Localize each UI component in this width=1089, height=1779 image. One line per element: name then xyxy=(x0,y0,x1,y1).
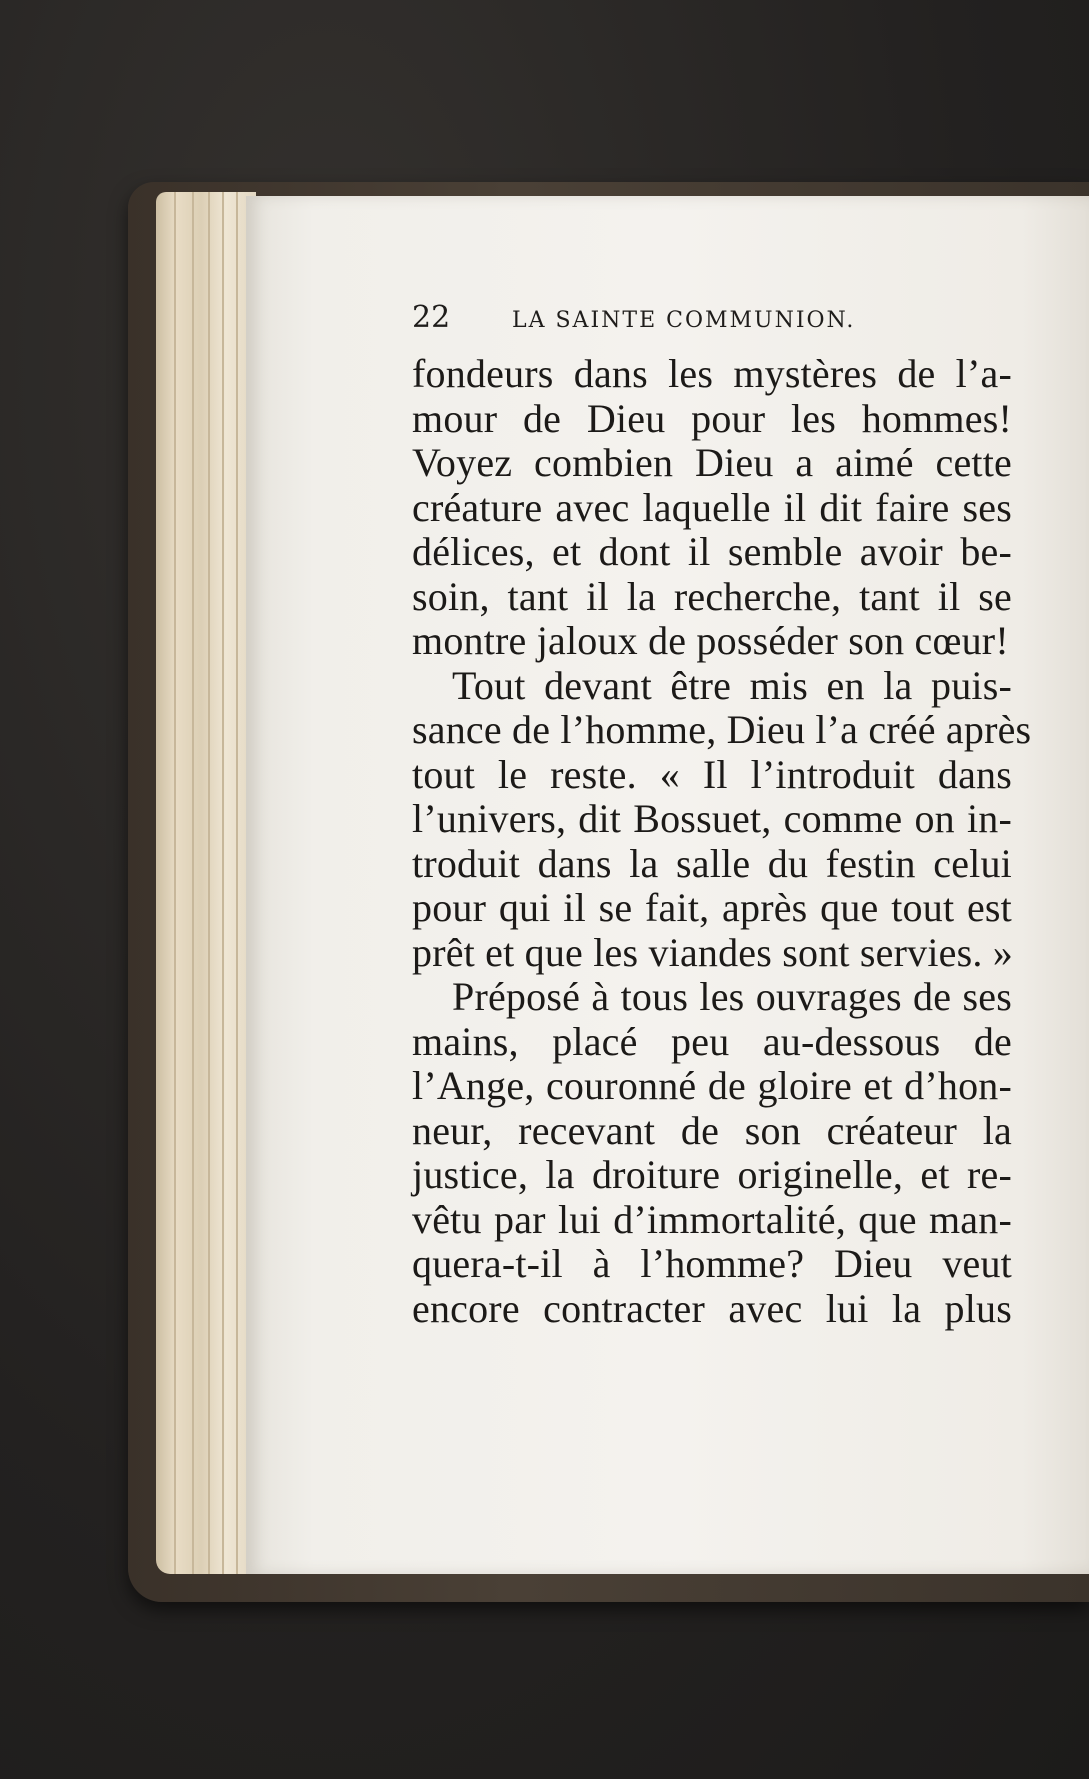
page-stack-edge xyxy=(156,192,256,1574)
text-line: vêtu par lui d’immortalité, que man- xyxy=(412,1196,1012,1242)
text-line: créature avec laquelle il dit faire ses xyxy=(412,484,1012,530)
body-text xyxy=(412,351,1032,1331)
text-line: pour qui il se fait, après que tout est xyxy=(412,885,1012,930)
text-line: encore contracter avec lui la plus xyxy=(412,1285,1012,1331)
text-line: l’univers, dit Bossuet, comme on in- xyxy=(412,796,1012,841)
text-line: soin, tant il la recherche, tant il se xyxy=(412,573,1012,619)
page-edge-line xyxy=(208,192,210,1574)
text-line: tout le reste. « Il l’introduit dans xyxy=(412,751,1012,797)
text-line: Tout devant être mis en la puis- xyxy=(452,662,1012,708)
text-line: l’Ange, couronné de gloire et d’hon- xyxy=(412,1063,1012,1108)
text-line: délices, et dont il semble avoir be- xyxy=(412,529,1012,574)
page-edge-line xyxy=(222,192,224,1574)
text-line: montre jaloux de posséder son cœur! xyxy=(412,618,1009,663)
text-line: troduit dans la salle du festin celui xyxy=(412,840,1012,886)
text-line: sance de l’homme, Dieu l’a créé après xyxy=(412,707,1032,752)
page-text-block xyxy=(412,300,1032,1331)
text-line: neur, recevant de son créateur la xyxy=(412,1107,1012,1153)
text-line: fondeurs dans les mystères de l’a- xyxy=(412,351,1012,396)
text-line: prêt et que les viandes sont servies. » xyxy=(412,929,1013,975)
running-head xyxy=(412,300,1012,352)
page-edge-line xyxy=(192,192,194,1574)
page-number: 22 xyxy=(412,300,451,335)
page-edge-line xyxy=(174,192,176,1574)
text-line: quera-t-il à l’homme? Dieu veut xyxy=(412,1241,1012,1286)
text-line: Préposé à tous les ouvrages de ses xyxy=(452,974,1012,1019)
text-line: mour de Dieu pour les hommes! xyxy=(412,395,1012,441)
page-edge-line xyxy=(236,192,238,1574)
text-line: Voyez combien Dieu a aimé cette xyxy=(412,440,1012,485)
running-title: LA SAINTE COMMUNION. xyxy=(512,308,856,333)
text-line: justice, la droiture originelle, et re- xyxy=(412,1152,1012,1197)
text-line: mains, placé peu au-dessous de xyxy=(412,1018,1012,1064)
